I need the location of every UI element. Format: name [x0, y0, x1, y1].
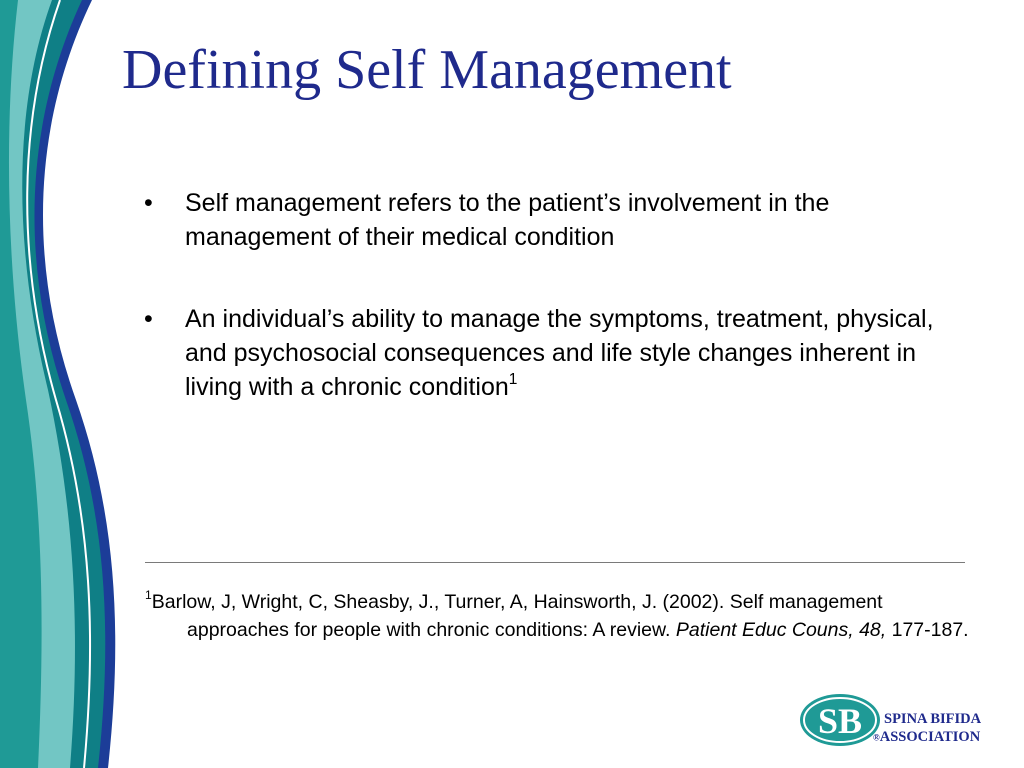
registered-mark: ® — [873, 732, 880, 743]
logo-wordmark — [873, 710, 981, 747]
bullet-item — [144, 186, 944, 254]
bullet-marker: • — [144, 189, 153, 217]
citation-superscript: 1 — [508, 371, 518, 389]
bullet-list — [144, 186, 944, 404]
logo-mark: SB — [817, 701, 863, 741]
logo-line-2-text: ASSOCIATION — [879, 729, 981, 745]
footnote-divider — [145, 562, 965, 563]
decorative-wave-band — [0, 0, 140, 768]
footnote-pages: 177-187. — [886, 619, 969, 641]
bullet-marker: • — [144, 305, 153, 333]
footnote-text: Barlow, J, Wright, C, Sheasby, J., Turner, A, Hainsworth, J. (2002). Self management approaches for people with chronic conditions: A review. — [151, 591, 883, 641]
bullet-text: Self management refers to the patient’s involvement in the management of their medical condition — [185, 189, 830, 251]
bullet-item — [144, 302, 944, 404]
footnote-reference — [145, 588, 987, 644]
logo-line-1: SPINA BIFIDA — [884, 711, 982, 727]
footnote-journal: Patient Educ Couns, 48, — [675, 619, 887, 641]
footnote-number: 1 — [145, 588, 152, 603]
bullet-text: An individual’s ability to manage the symptoms, treatment, physical, and psychosocial consequences and life style changes inherent in living with a chronic condition — [185, 305, 934, 401]
logo-line-2 — [873, 728, 981, 747]
spina-bifida-logo-icon — [798, 692, 882, 748]
slide-title: Defining Self Management — [122, 39, 732, 101]
